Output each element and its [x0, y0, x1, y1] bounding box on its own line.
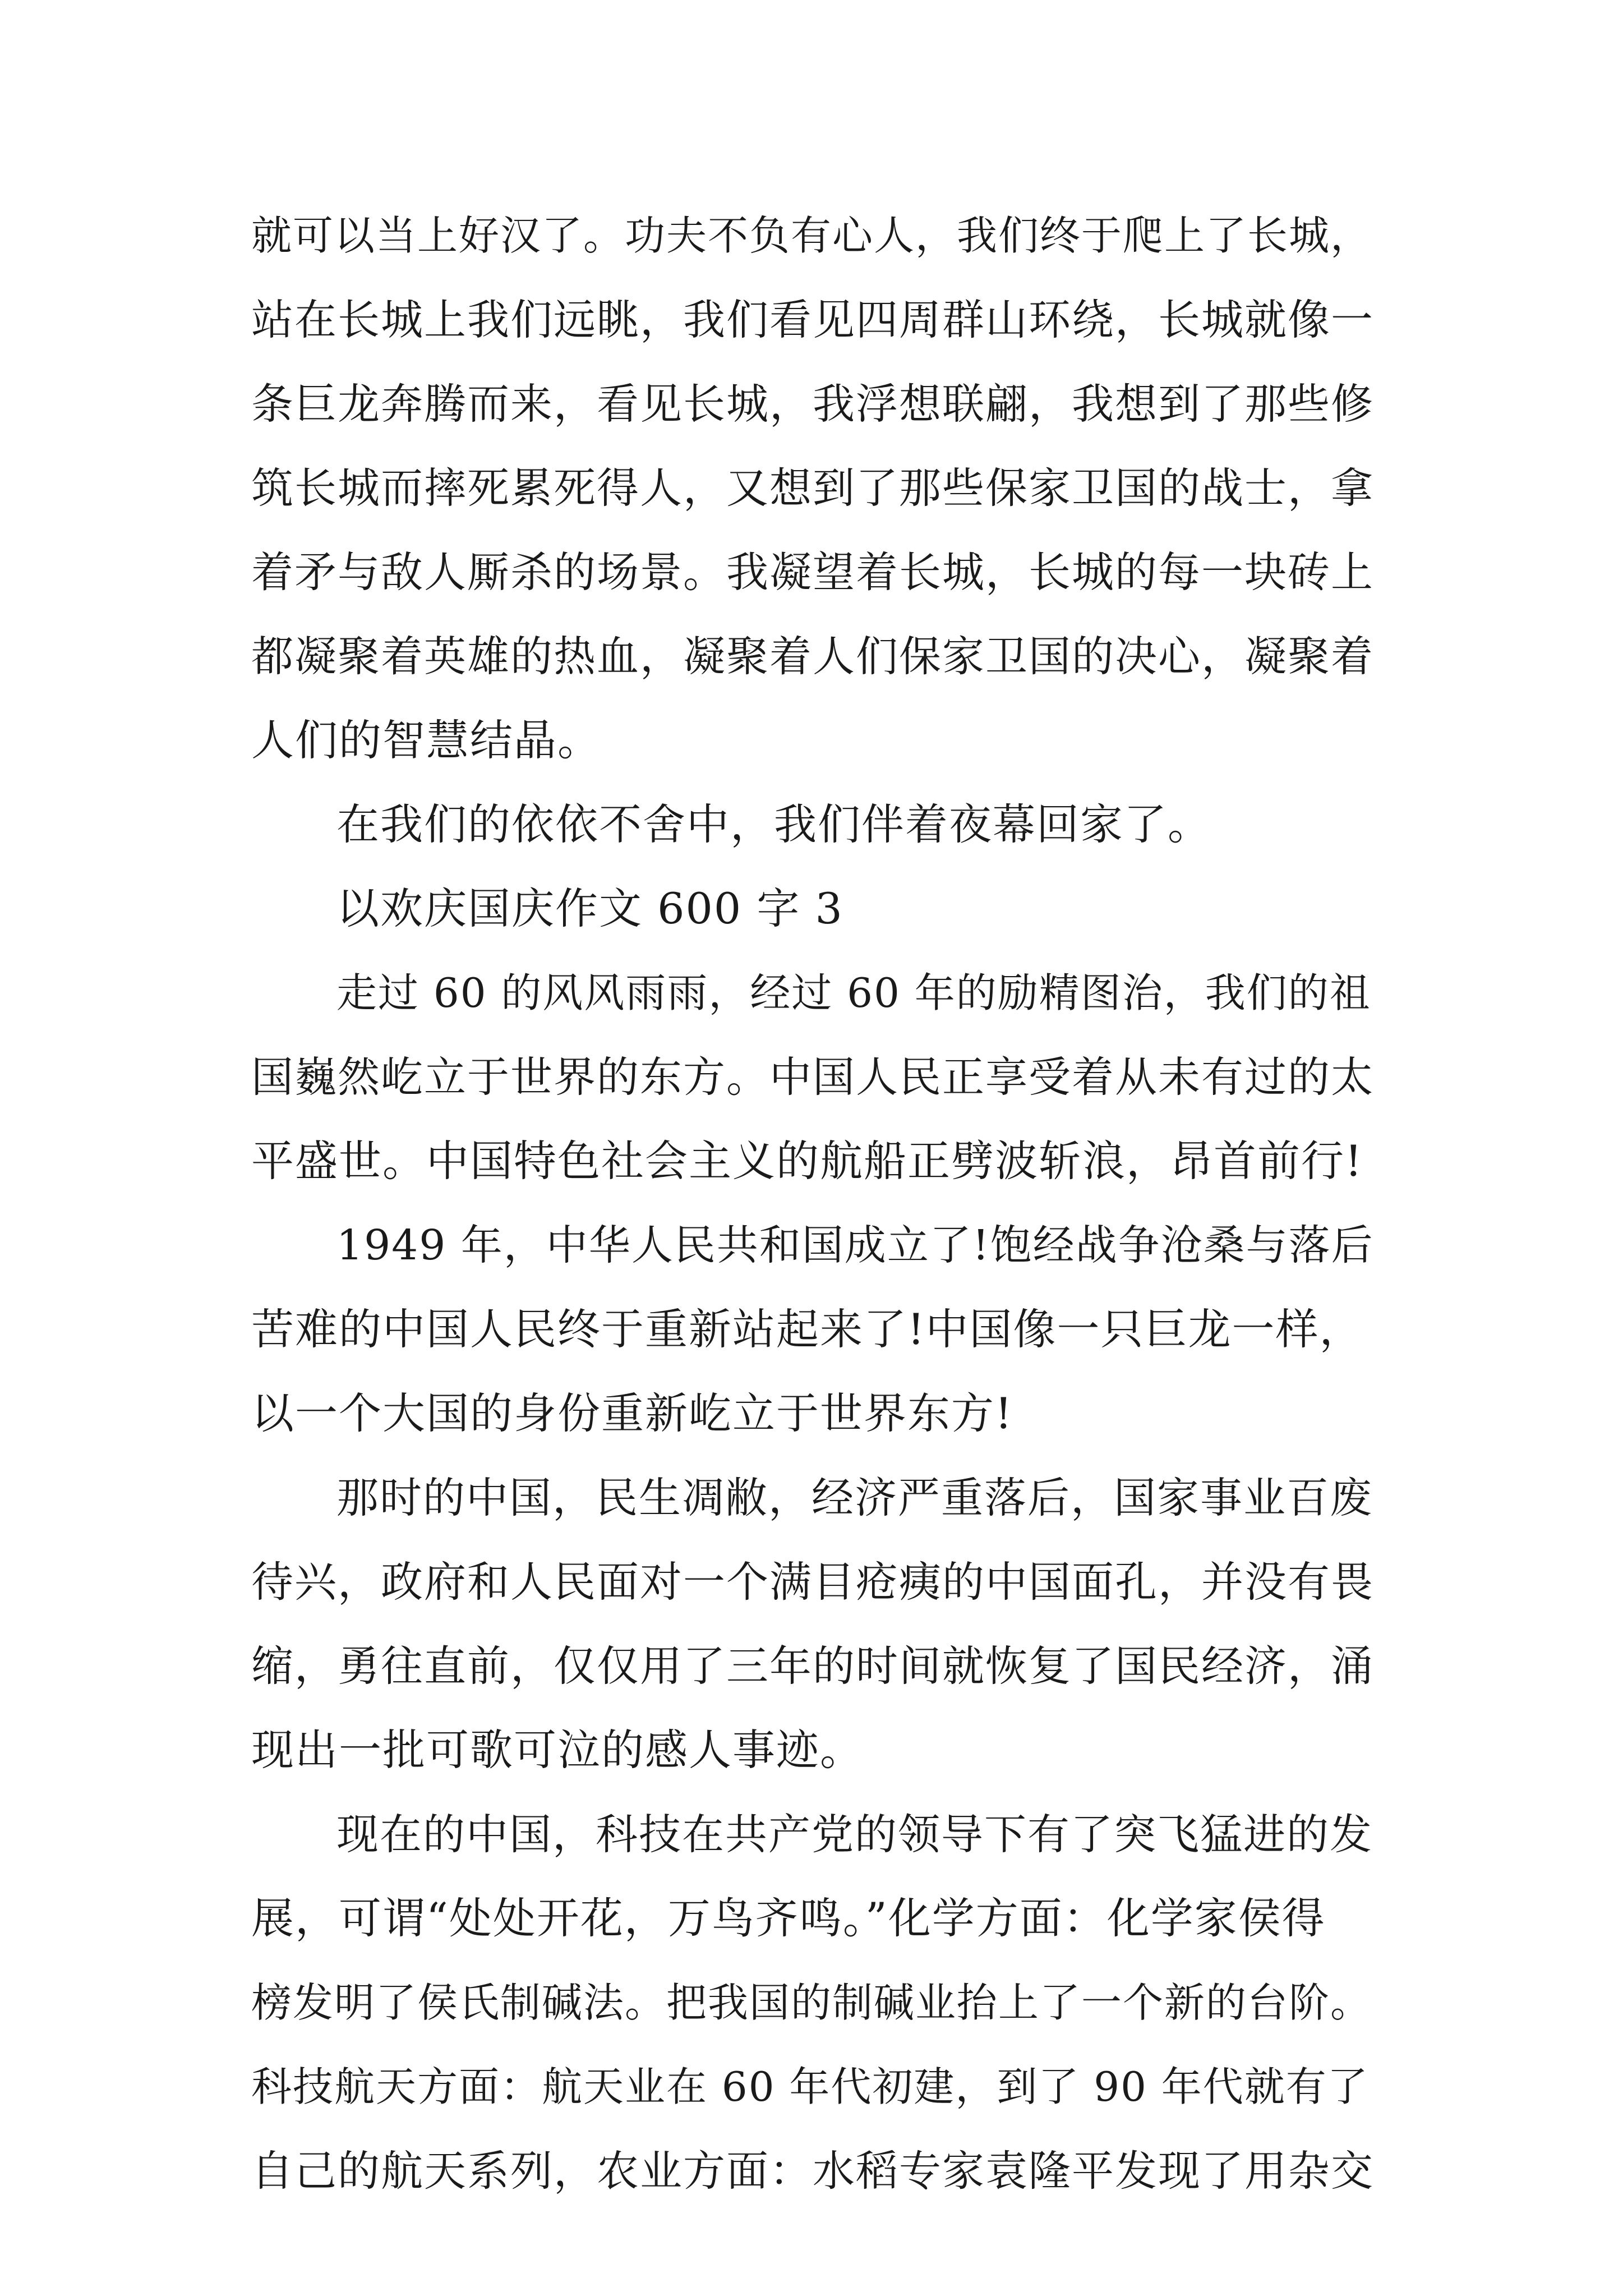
text-line: 以一个大国的身份重新屹立于世界东方! — [251, 1388, 1013, 1438]
paragraph-first-line: 1949 年，中华人民共和国成立了!饱经战争沧桑与落后 — [336, 1221, 1374, 1269]
text-line: 国巍然屹立于世界的东方。中国人民正享受着从未有过的太 — [251, 1052, 1375, 1102]
text-line: 人们的智慧结晶。 — [251, 715, 601, 765]
text-line: 科技航天方面：航天业在 60 年代初建，到了 90 年代就有了 — [251, 2063, 1369, 2110]
text-line: 榜发明了侯氏制碱法。把我国的制碱业抬上了一个新的台阶。 — [251, 1979, 1372, 2026]
text-line: 缩，勇往直前，仅仅用了三年的时间就恢复了国民经济，涌 — [251, 1641, 1375, 1691]
text-line: 着矛与敌人厮杀的场景。我凝望着长城，长城的每一块砖上 — [251, 547, 1375, 597]
text-line: 苦难的中国人民终于重新站起来了!中国像一只巨龙一样， — [251, 1304, 1363, 1354]
paragraph-first-line: 那时的中国，民生凋敝，经济严重落后，国家事业百废 — [336, 1473, 1373, 1522]
text-line: 条巨龙奔腾而来，看见长城，我浮想联翩，我想到了那些修 — [251, 379, 1375, 429]
text-line: 现出一批可歌可泣的感人事迹。 — [251, 1725, 864, 1775]
paragraph-first-line: 现在的中国，科技在共产党的领导下有了突飞猛进的发 — [336, 1810, 1373, 1859]
section-heading: 以欢庆国庆作文 600 字 3 — [336, 884, 843, 933]
text-line: 筑长城而摔死累死得人，又想到了那些保家卫国的战士，拿 — [251, 463, 1375, 513]
paragraph-first-line: 走过 60 的风风雨雨，经过 60 年的励精图治，我们的祖 — [336, 969, 1371, 1016]
text-line: 都凝聚着英雄的热血，凝聚着人们保家卫国的决心，凝聚着 — [251, 632, 1375, 681]
text-line: 展，可谓“处处开花，万鸟齐鸣。”化学方面：化学家侯得 — [251, 1893, 1326, 1943]
text-line: 自己的航天系列，农业方面：水稻专家袁隆平发现了用杂交 — [251, 2146, 1375, 2196]
text-line: 站在长城上我们远眺，我们看见四周群山环绕，长城就像一 — [251, 295, 1375, 344]
paragraph-first-line: 在我们的依依不舍中，我们伴着夜幕回家了。 — [336, 799, 1211, 849]
text-line: 平盛世。中国特色社会主义的航船正劈波斩浪，昂首前行! — [251, 1136, 1363, 1186]
text-line: 就可以当上好汉了。功夫不负有心人，我们终于爬上了长城， — [251, 212, 1372, 259]
text-line: 待兴，政府和人民面对一个满目疮痍的中国面孔，并没有畏 — [251, 1557, 1375, 1607]
